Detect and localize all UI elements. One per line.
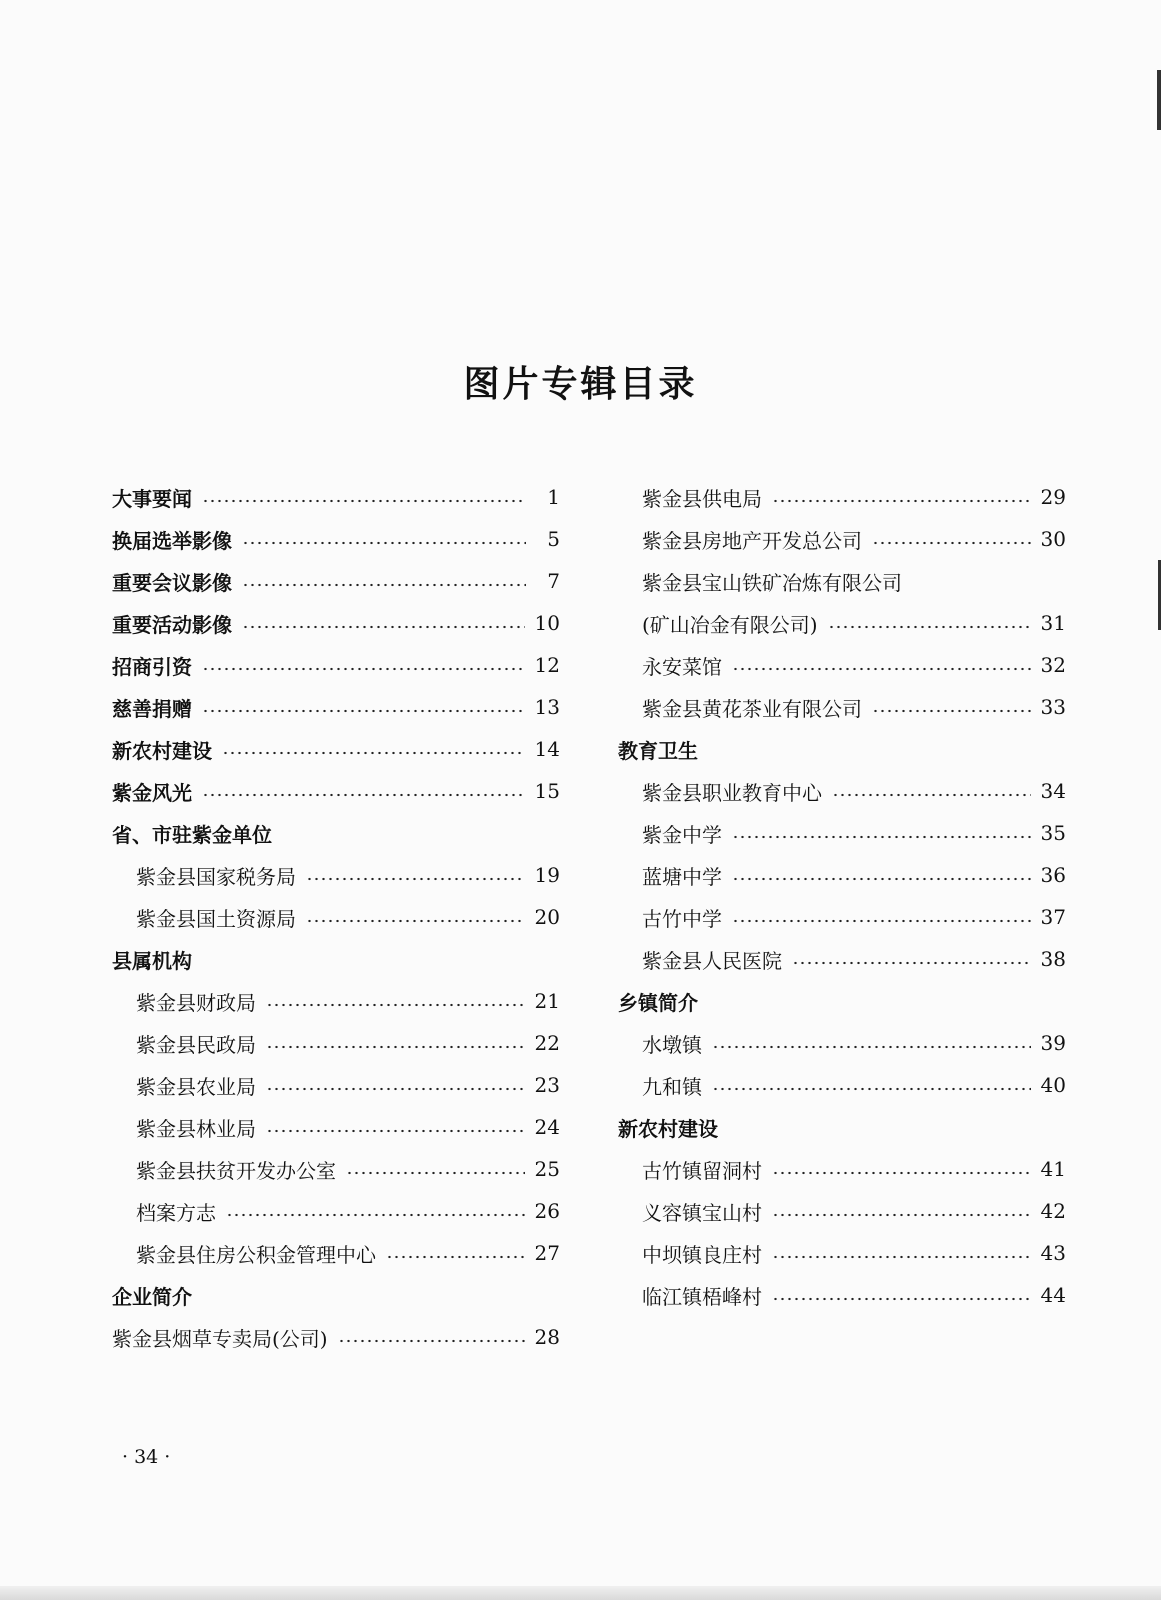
toc-entry-page: 38 [1040,947,1066,971]
toc-entry[interactable] [112,560,560,602]
toc-entry[interactable] [112,686,560,728]
toc-entry-page: 31 [1040,611,1066,635]
toc-entry-page: 30 [1040,527,1066,551]
toc-entry-label: 紫金县财政局 [136,990,256,1015]
dot-leader [338,1338,525,1344]
toc-entry-label: 古竹镇留洞村 [642,1158,762,1183]
toc-entry-label: 紫金风光 [112,780,192,805]
toc-entry-label: 永安菜馆 [642,654,722,679]
page-number: · 34 · [122,1446,171,1468]
toc-entry-label: 水墩镇 [642,1032,702,1057]
toc-entry[interactable] [112,644,560,686]
toc-entry-label: 紫金县国家税务局 [136,864,296,889]
toc-left-column [112,476,560,1358]
toc-entry[interactable] [618,1232,1066,1274]
toc-entry-label: 九和镇 [642,1074,702,1099]
dot-leader [712,1086,1031,1092]
toc-entry-label: 临江镇梧峰村 [642,1284,762,1309]
toc-entry[interactable] [112,1190,560,1232]
toc-entry[interactable] [112,1106,560,1148]
toc-entry-label: 紫金县扶贫开发办公室 [136,1158,336,1183]
toc-entry-page: 37 [1040,905,1066,929]
toc-entry[interactable] [112,854,560,896]
toc-entry-page: 19 [534,863,560,887]
toc-entry-continuation: 紫金县宝山铁矿冶炼有限公司 [642,570,902,595]
toc-entry-page: 25 [534,1157,560,1181]
toc-entry-page: 36 [1040,863,1066,887]
dot-leader [772,1296,1031,1302]
dot-leader [242,582,526,588]
toc-entry[interactable] [112,1316,560,1358]
toc-entry[interactable] [112,980,560,1022]
dot-leader [712,1044,1031,1050]
toc-entry-page: 44 [1040,1283,1066,1307]
toc-entry[interactable] [618,644,1066,686]
dot-leader [306,876,525,882]
toc-entry-page: 35 [1040,821,1066,845]
dot-leader [346,1170,525,1176]
toc-entry[interactable] [618,854,1066,896]
toc-entry-label: 慈善捐赠 [112,696,192,721]
dot-leader [226,1212,525,1218]
toc-section-heading: 教育卫生 [618,738,698,763]
dot-leader [772,498,1031,504]
toc-entry-label: 紫金县烟草专卖局(公司) [112,1326,328,1351]
toc-section-heading: 县属机构 [112,948,192,973]
toc-entry-page: 27 [534,1241,560,1265]
toc-entry-page: 39 [1040,1031,1066,1055]
dot-leader [266,1002,525,1008]
dot-leader [202,666,525,672]
toc-entry-label: 紫金县民政局 [136,1032,256,1057]
toc-entry[interactable] [618,1064,1066,1106]
toc-entry[interactable] [112,896,560,938]
dot-leader [832,792,1031,798]
dot-leader [872,540,1031,546]
toc-section-heading: 企业简介 [112,1284,192,1309]
toc-entry[interactable] [112,728,560,770]
toc-entry-label: 蓝塘中学 [642,864,722,889]
toc-entry[interactable] [618,1190,1066,1232]
dot-leader [732,834,1031,840]
dot-leader [872,708,1031,714]
dot-leader [222,750,525,756]
toc-entry[interactable] [112,1148,560,1190]
dot-leader [266,1128,525,1134]
toc-entry-label: 招商引资 [112,654,192,679]
dot-leader [732,918,1031,924]
dot-leader [202,708,525,714]
toc-entry[interactable] [618,1148,1066,1190]
toc-entry-page: 5 [547,527,560,551]
toc-entry-page: 15 [534,779,560,803]
dot-leader [772,1254,1031,1260]
toc-entry[interactable] [112,1022,560,1064]
scan-edge-mark [1157,70,1161,130]
dot-leader [202,498,526,504]
page-title: 图片专辑目录 [463,364,698,405]
toc-entry-label: 紫金县林业局 [136,1116,256,1141]
toc-entry-label: 中坝镇良庄村 [642,1242,762,1267]
dot-leader [732,876,1031,882]
toc-entry-page: 26 [534,1199,560,1223]
dot-leader [772,1170,1031,1176]
dot-leader [242,624,525,630]
dot-leader [772,1212,1031,1218]
toc-entry[interactable] [618,518,1066,560]
toc-entry-page: 1 [547,485,560,509]
toc-entry-label: 重要活动影像 [112,612,232,637]
toc-entry[interactable] [618,476,1066,518]
dot-leader [792,960,1031,966]
toc-entry-page: 24 [534,1115,560,1139]
toc-entry-label: 古竹中学 [642,906,722,931]
toc-entry-label: 大事要闻 [112,486,192,511]
toc-entry-label: 新农村建设 [112,738,212,763]
toc-entry-page: 32 [1040,653,1066,677]
toc-entry[interactable] [618,1274,1066,1316]
toc-entry-page: 7 [547,569,560,593]
toc-entry-label: 紫金县人民医院 [642,948,782,973]
toc-entry-page: 21 [534,989,560,1013]
dot-leader [732,666,1031,672]
toc-entry-page: 13 [534,695,560,719]
toc-entry-page: 22 [534,1031,560,1055]
dot-leader [242,540,526,546]
toc-entry-page: 43 [1040,1241,1066,1265]
toc-entry-label: 紫金中学 [642,822,722,847]
toc-entry-label: 紫金县住房公积金管理中心 [136,1242,376,1267]
toc-right-column [618,476,1066,1316]
toc-entry-page: 12 [534,653,560,677]
toc-entry-page: 23 [534,1073,560,1097]
toc-entry-page: 14 [534,737,560,761]
toc-entry-label: 义容镇宝山村 [642,1200,762,1225]
toc-entry-label: 档案方志 [136,1200,216,1225]
toc-entry-label: 重要会议影像 [112,570,232,595]
toc-entry-label: 紫金县职业教育中心 [642,780,822,805]
toc-entry[interactable] [618,938,1066,980]
toc-entry[interactable] [112,770,560,812]
toc-entry[interactable] [618,896,1066,938]
toc-entry-label: 紫金县国土资源局 [136,906,296,931]
dot-leader [306,918,525,924]
toc-section-heading: 乡镇简介 [618,990,698,1015]
toc-entry[interactable] [112,602,560,644]
toc-entry-page: 42 [1040,1199,1066,1223]
toc-entry[interactable] [618,1022,1066,1064]
toc-entry-page: 10 [534,611,560,635]
toc-entry[interactable] [112,1064,560,1106]
dot-leader [266,1044,525,1050]
toc-entry[interactable] [618,770,1066,812]
toc-entry[interactable] [112,518,560,560]
toc-entry-label: 紫金县房地产开发总公司 [642,528,862,553]
toc-entry-page: 41 [1040,1157,1066,1181]
toc-section-heading: 省、市驻紫金单位 [112,822,272,847]
toc-entry[interactable] [112,476,560,518]
toc-entry-page: 33 [1040,695,1066,719]
toc-entry-label: (矿山冶金有限公司) [642,612,818,637]
dot-leader [266,1086,525,1092]
toc-entry-page: 28 [534,1325,560,1349]
toc-section-heading: 新农村建设 [618,1116,718,1141]
dot-leader [386,1254,525,1260]
toc-entry-page: 20 [534,905,560,929]
toc-entry-label: 紫金县农业局 [136,1074,256,1099]
toc-entry[interactable] [618,686,1066,728]
toc-entry-page: 40 [1040,1073,1066,1097]
toc-entry[interactable] [618,812,1066,854]
toc-entry[interactable] [618,602,1066,644]
toc-entry[interactable] [112,1232,560,1274]
toc-entry-label: 紫金县黄花茶业有限公司 [642,696,862,721]
toc-entry-page: 34 [1040,779,1066,803]
toc-entry-label: 紫金县供电局 [642,486,762,511]
scan-bottom-edge [0,1586,1161,1600]
dot-leader [828,624,1031,630]
toc-entry-label: 换届选举影像 [112,528,232,553]
dot-leader [202,792,525,798]
toc-entry-page: 29 [1040,485,1066,509]
